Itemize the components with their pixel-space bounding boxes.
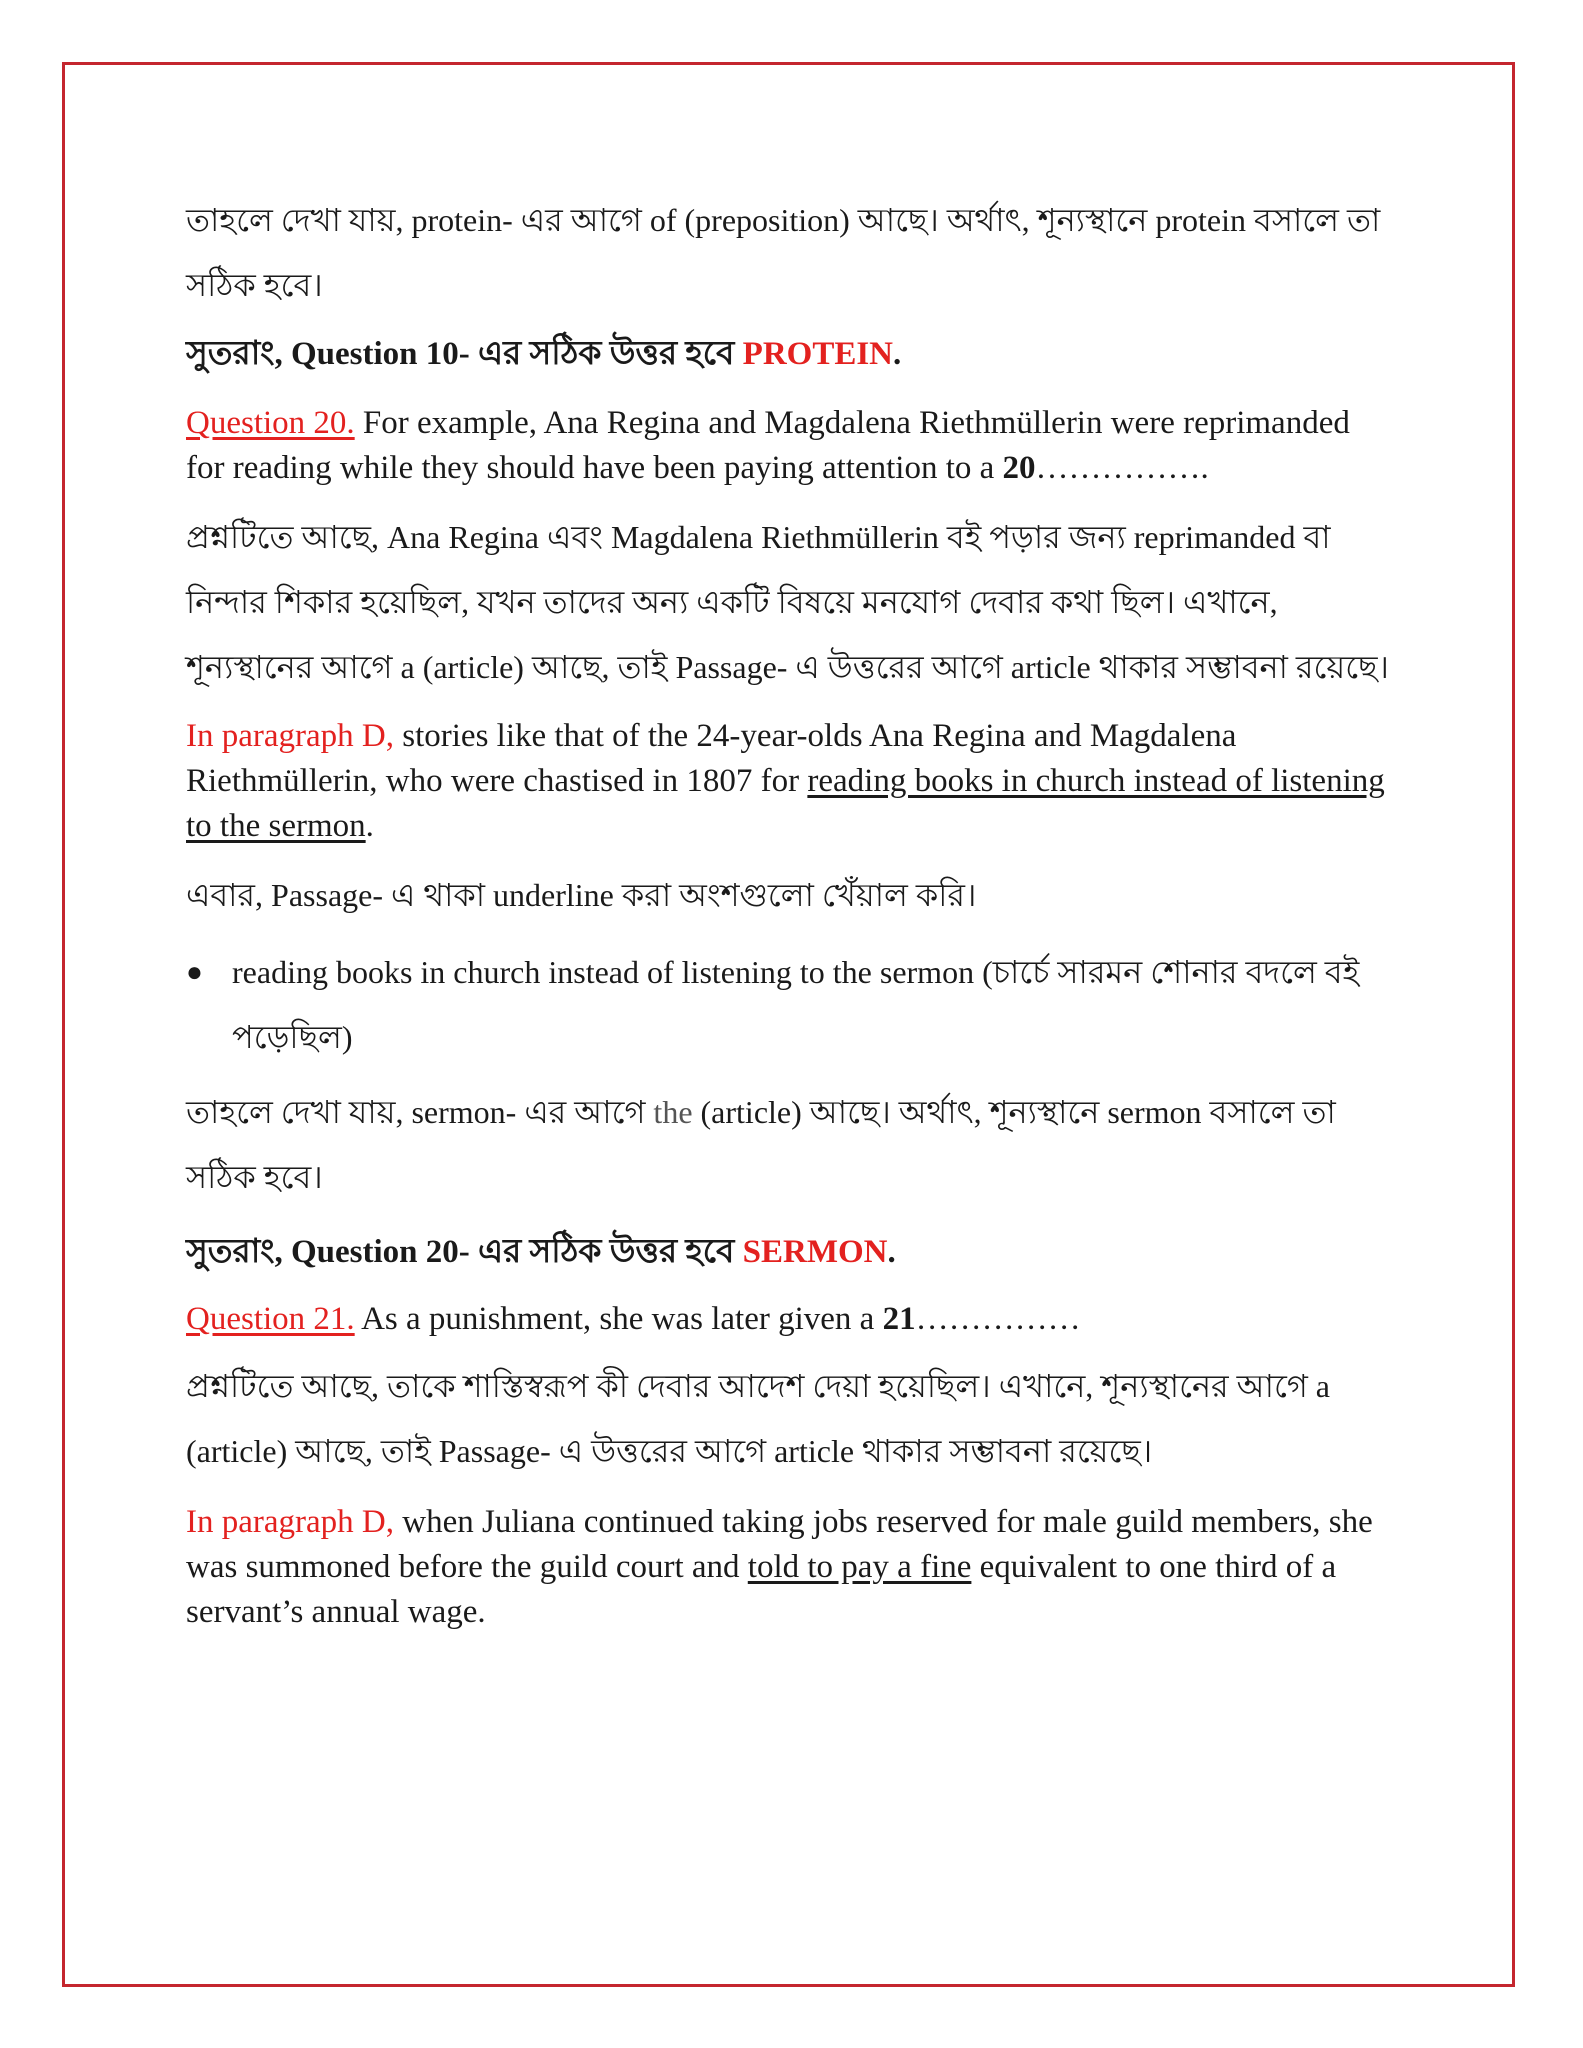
paragraph-d-21-underlined: told to pay a fine [747, 1549, 972, 1585]
paragraph-d-label: In paragraph D, [186, 718, 394, 754]
answer-10-word: PROTEIN [742, 336, 894, 372]
page-content [186, 188, 1396, 1635]
answer-20-suffix: . [887, 1234, 896, 1270]
underline-note: এবার, Passage- এ থাকা underline করা অংশগুলো খেঁয়াল করি। [186, 877, 977, 913]
protein-conclusion: তাহলে দেখা যায়, protein- এর আগে of (preposition) আছে। অর্থাৎ, শূন্যস্থানে protein বসালে তা সঠিক হবে। [186, 202, 1381, 303]
sermon-conclusion [186, 1080, 1396, 1210]
question-21-blank: …………… [915, 1301, 1081, 1337]
question-20 [186, 401, 1396, 491]
question-20-paragraph-d [186, 714, 1396, 849]
answer-20-word: SERMON [742, 1234, 888, 1270]
question-21 [186, 1297, 1396, 1342]
question-20-text: For example, Ana Regina and Magdalena Riethmüllerin were reprimanded for reading while they should have been paying attention to a [186, 405, 1350, 486]
paragraph-d-underlined: reading books in church instead of listening to the sermon [186, 763, 1385, 844]
question-20-number: 20 [1002, 450, 1036, 486]
paragraph-d-21-text: when Juliana continued taking jobs reserved for male guild members, she was summoned before the guild court and [186, 1504, 1373, 1585]
paragraph-d-21-label: In paragraph D, [186, 1504, 394, 1540]
paragraph-d-end: . [365, 808, 374, 844]
question-21-paragraph-d [186, 1500, 1396, 1635]
question-21-number: 21 [882, 1301, 916, 1337]
question-21-text: As a punishment, she was later given a [354, 1301, 883, 1337]
answer-10-prefix: সুতরাং, Question 10- এর সঠিক উত্তর হবে [186, 336, 743, 372]
answer-10 [186, 332, 1396, 377]
answer-20 [186, 1230, 1396, 1275]
bullet-icon: ● [186, 957, 203, 988]
sermon-conclusion-the: the [653, 1094, 693, 1130]
sermon-conclusion-pre: তাহলে দেখা যায়, sermon- এর আগে [186, 1094, 654, 1130]
bullet-item [186, 940, 1396, 1070]
question-21-explanation: প্রশ্নটিতে আছে, তাকে শাস্তিস্বরূপ কী দেবার আদেশ দেয়া হয়েছিল। এখানে, শূন্যস্থানের আগে a (article) আছে, তাই Passage- এ উত্তরের আগে article থাকার সম্ভাবনা রয়েছে। [186, 1368, 1331, 1469]
question-20-blank: ……………. [1035, 450, 1209, 486]
answer-10-suffix: . [893, 336, 902, 372]
question-21-label: Question 21. [186, 1301, 355, 1337]
paragraph-d-text: stories like that of the 24-year-olds Ana Regina and Magdalena Riethmüllerin, who were chastised in 1807 for [186, 718, 1237, 799]
answer-20-prefix: সুতরাং, Question 20- এর সঠিক উত্তর হবে [186, 1234, 743, 1270]
bullet-text: reading books in church instead of listening to the sermon (চার্চে সারমন শোনার বদলে বই পড়েছিল) [232, 954, 1360, 1055]
sermon-conclusion-post: (article) আছে। অর্থাৎ, শূন্যস্থানে sermon বসালে তা সঠিক হবে। [186, 1094, 1336, 1195]
question-20-label: Question 20. [186, 405, 355, 441]
paragraph-d-21-end: equivalent to one third of a servant’s annual wage. [186, 1549, 1337, 1630]
question-20-explanation: প্রশ্নটিতে আছে, Ana Regina এবং Magdalena Riethmüllerin বই পড়ার জন্য reprimanded বা নিন্দার শিকার হয়েছিল, যখন তাদের অন্য একটি বিষয়ে মনযোগ দেবার কথা ছিল। এখানে, শূন্যস্থানের আগে a (article) আছে, তাই Passage- এ উত্তরের আগে article থাকার সম্ভাবনা রয়েছে। [186, 519, 1389, 685]
